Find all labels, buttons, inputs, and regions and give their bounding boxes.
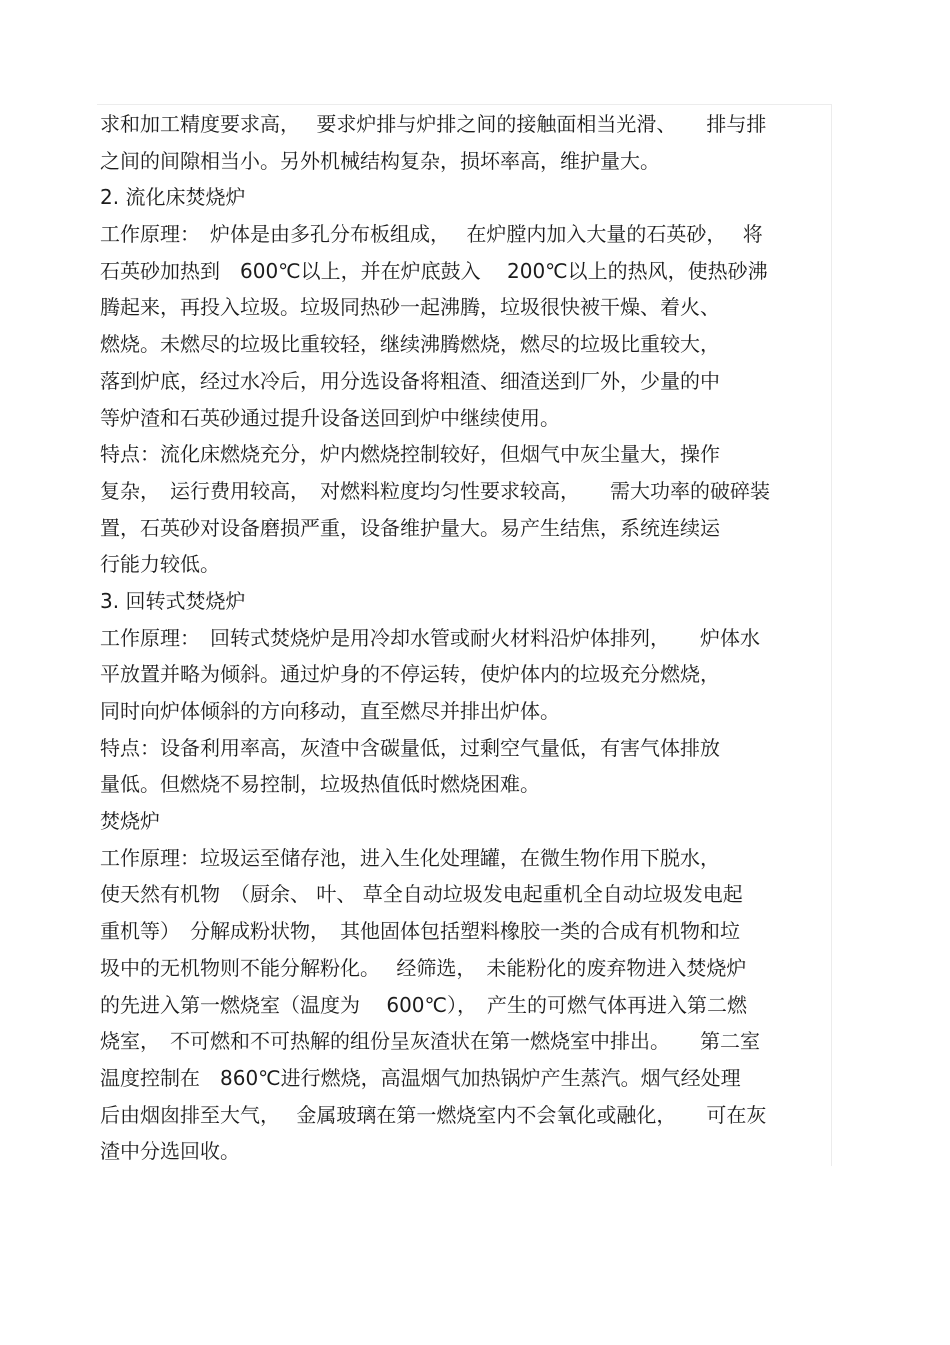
text-line-6: 腾起来，再投入垃圾。垃圾同热砂一起沸腾，垃圾很快被干燥、着火、 <box>100 295 720 320</box>
text-line-12: 置，石英砂对设备磨损严重，设备维护量大。易产生结焦，系统连续运 <box>100 515 720 540</box>
section-heading-rotary-kiln: 3. 回转式焚烧炉 <box>100 588 246 613</box>
section-heading-incinerator: 焚烧炉 <box>100 809 160 834</box>
text-line-27: 温度控制在 860℃进行燃烧，高温烟气加热锅炉产生蒸汽。烟气经处理 <box>100 1065 741 1090</box>
text-line-10: 特点：流化床燃烧充分，炉内燃烧控制较好，但烟气中灰尘量大，操作 <box>100 442 720 467</box>
text-line-24: 圾中的无机物则不能分解粉化。 经筛选， 未能粉化的废弃物进入焚烧炉 <box>100 955 747 980</box>
section-heading-fluidized-bed: 2. 流化床焚烧炉 <box>100 185 246 210</box>
text-line-7: 燃烧。未燃尽的垃圾比重较轻，继续沸腾燃烧，燃尽的垃圾比重较大， <box>100 332 720 357</box>
text-line-22: 使天然有机物 （厨余、 叶、 草全自动垃圾发电起重机全自动垃圾发电起 <box>100 882 743 907</box>
right-border-line <box>831 104 832 1166</box>
text-line-29: 渣中分选回收。 <box>100 1139 240 1164</box>
text-line-13: 行能力较低。 <box>100 552 220 577</box>
text-line-11: 复杂， 运行费用较高， 对燃料粒度均匀性要求较高， 需大功率的破碎装 <box>100 478 770 503</box>
text-line-23: 重机等） 分解成粉状物， 其他固体包括塑料橡胶一类的合成有机物和垃 <box>100 919 740 944</box>
text-line-8: 落到炉底，经过水冷后，用分选设备将粗渣、细渣送到厂外，少量的中 <box>100 368 720 393</box>
top-border-line <box>97 104 832 105</box>
text-line-15: 工作原理： 回转式焚烧炉是用冷却水管或耐火材料沿炉体排列， 炉体水 <box>100 625 760 650</box>
text-line-16: 平放置并略为倾斜。通过炉身的不停运转，使炉体内的垃圾充分燃烧， <box>100 662 720 687</box>
text-line-26: 烧室， 不可燃和不可热解的组份呈灰渣状在第一燃烧室中排出。 第二室 <box>100 1029 760 1054</box>
text-line-1: 求和加工精度要求高， 要求炉排与炉排之间的接触面相当光滑、 排与排 <box>100 112 767 136</box>
text-line-5: 石英砂加热到 600℃以上，并在炉底鼓入 200℃以上的热风，使热砂沸 <box>100 258 768 283</box>
text-line-17: 同时向炉体倾斜的方向移动，直至燃尽并排出炉体。 <box>100 699 560 723</box>
text-line-18: 特点：设备利用率高，灰渣中含碳量低，过剩空气量低，有害气体排放 <box>100 735 720 760</box>
text-line-4: 工作原理： 炉体是由多孔分布板组成， 在炉膛内加入大量的石英砂， 将 <box>100 222 763 247</box>
text-line-19: 量低。但燃烧不易控制，垃圾热值低时燃烧困难。 <box>100 772 540 797</box>
text-line-9: 等炉渣和石英砂通过提升设备送回到炉中继续使用。 <box>100 405 560 430</box>
text-line-2: 之间的间隙相当小。另外机械结构复杂，损坏率高，维护量大。 <box>100 148 660 173</box>
document-body <box>100 106 830 1170</box>
text-line-21: 工作原理：垃圾运至储存池，进入生化处理罐，在微生物作用下脱水， <box>100 845 720 870</box>
text-line-25: 的先进入第一燃烧室（温度为 600℃）， 产生的可燃气体再进入第二燃 <box>100 992 747 1017</box>
text-line-28: 后由烟囱排至大气， 金属玻璃在第一燃烧室内不会氧化或融化， 可在灰 <box>100 1102 767 1127</box>
